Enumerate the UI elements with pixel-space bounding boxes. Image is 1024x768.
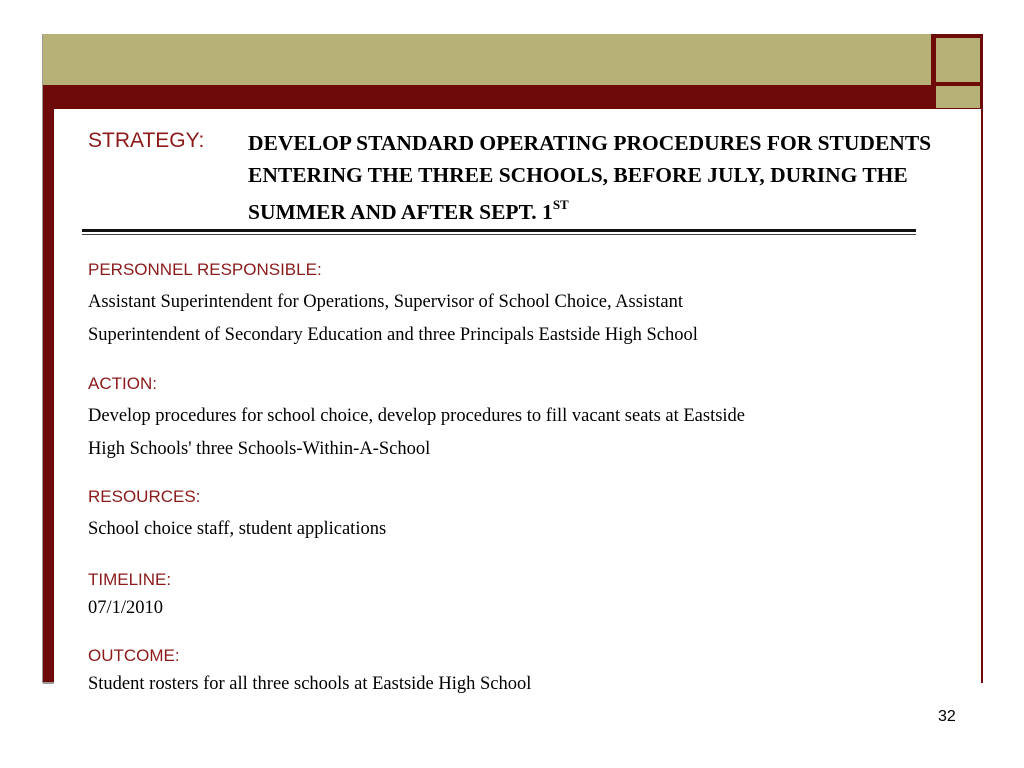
header-band-maroon bbox=[43, 85, 931, 109]
personnel-label: PERSONNEL RESPONSIBLE: bbox=[88, 260, 322, 279]
bottom-edge bbox=[43, 682, 54, 684]
timeline-text: 07/1/2010 bbox=[88, 598, 164, 618]
outcome-label: OUTCOME: bbox=[88, 646, 180, 665]
title-divider-thin bbox=[82, 234, 916, 235]
action-line-1: Develop procedures for school choice, develop procedures to fill vacant seats at Eastside bbox=[88, 406, 746, 426]
page-number: 32 bbox=[938, 708, 956, 725]
outcome-text: Student rosters for all three schools at Eastside High School bbox=[88, 674, 532, 694]
action-line-2: High Schools' three Schools-Within-A-School bbox=[88, 439, 431, 459]
resources-text: School choice staff, student applications bbox=[88, 519, 387, 539]
strategy-superscript: ST bbox=[552, 197, 569, 212]
strategy-label: STRATEGY: bbox=[88, 129, 205, 152]
strategy-text-body: DEVELOP STANDARD OPERATING PROCEDURES FOR STUDENTS ENTERING THE THREE SCHOOLS, BEFORE JULY, DURING THE SUMMER AND AFTER SEPT. 1 bbox=[248, 131, 932, 225]
action-label: ACTION: bbox=[88, 374, 157, 393]
title-divider bbox=[82, 229, 916, 232]
personnel-line-1: Assistant Superintendent for Operations, Supervisor of School Choice, Assistant bbox=[88, 292, 684, 312]
right-bar bbox=[981, 109, 983, 683]
strategy-text bbox=[248, 127, 948, 228]
corner-square-top bbox=[936, 38, 980, 82]
timeline-label: TIMELINE: bbox=[88, 570, 172, 589]
header-band-olive bbox=[43, 34, 931, 85]
resources-label: RESOURCES: bbox=[88, 487, 201, 506]
personnel-line-2: Superintendent of Secondary Education and three Principals Eastside High School bbox=[88, 325, 698, 345]
corner-square-bottom bbox=[936, 86, 980, 108]
left-bar bbox=[43, 109, 54, 683]
